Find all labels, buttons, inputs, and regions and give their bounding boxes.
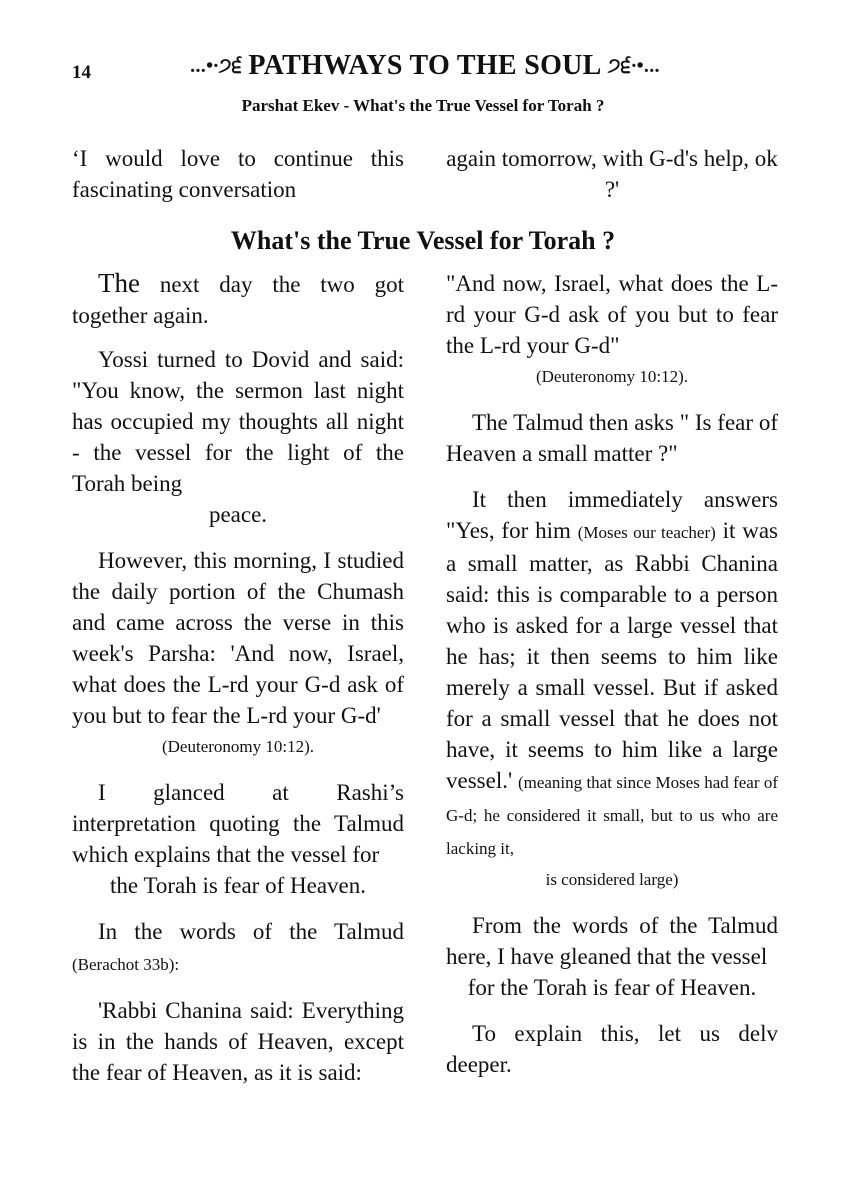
paragraph-text: next day the two got together again. [72, 272, 404, 328]
paragraph: The Talmud then asks " Is fear of Heaven a small matter ?" [446, 410, 778, 466]
intro-left-text: ‘I would love to continue this fascinating conversation [72, 146, 404, 202]
paragraph [72, 916, 404, 980]
paragraph [446, 484, 778, 864]
intro-left-column [72, 143, 404, 220]
paragraph-text: it was a small matter, as Rabbi Chanina said: this is comparable to a person who is asked for a large vessel that he has; it then seems to him like merely a small vessel. But if asked for a small vessel that he does not have, it seems to him like a large vessel.' [446, 518, 778, 793]
book-title: PATHWAYS TO THE SOUL [248, 50, 602, 81]
note: (meaning that since Moses had fear of G-d; he considered it small, but to us who are lacking it, [446, 773, 778, 858]
paragraph: 'Rabbi Chanina said: Everything is in the hands of Heaven, except the fear of Heaven, as it is said: [72, 998, 404, 1085]
reference: (Deuteronomy 10:12). [535, 367, 689, 386]
intro-right-column [446, 143, 778, 220]
paragraph-text: In the words of the Talmud [98, 919, 404, 944]
paragraph: However, this morning, I studied the daily portion of the Chumash and came across the verse in this week's Parsha: 'And now, Israel, what does the L-rd your G-d ask of you but to fear the L-rd your G-d' [72, 548, 404, 728]
main-left-column [72, 268, 404, 1103]
reference: (Deuteronomy 10:12). [161, 737, 315, 756]
page-number: 14 [72, 62, 91, 83]
dropword: The [98, 268, 140, 298]
paragraph: Yossi turned to Dovid and said: "You know, the sermon last night has occupied my thoughts all night - the vessel for the light of the Torah being [72, 347, 404, 496]
chapter-subtitle: Parshat Ekev - What's the True Vessel for Torah ? [241, 96, 605, 115]
ornament-right-icon: ੭੬∙•... [607, 54, 660, 77]
paragraph-end: peace. [208, 502, 268, 527]
paragraph: I glanced at Rashi’s interpretation quoting the Talmud which explains that the vessel for [72, 780, 404, 867]
paragraph-end: the Torah is fear of Heaven. [110, 873, 366, 898]
note: (Moses our teacher) [577, 523, 716, 542]
paragraph: "And now, Israel, what does the L-rd your G-d ask of you but to fear the L-rd your G-d" [446, 271, 778, 358]
note-end: is considered large) [545, 870, 679, 889]
ornament-left-icon: ...•∙੭੬ [190, 54, 243, 77]
paragraph-text: It then immediately answers "Yes, for him [446, 487, 778, 543]
paragraph: From the words of the Talmud here, I have gleaned that the vessel [446, 913, 778, 969]
paragraph-end: for the Torah is fear of Heaven. [467, 975, 757, 1000]
main-right-column [446, 268, 778, 1095]
reference: (Berachot 33b): [72, 955, 180, 974]
section-heading: What's the True Vessel for Torah ? [230, 226, 616, 255]
running-header [130, 50, 720, 82]
paragraph [72, 268, 404, 331]
intro-right-text: again tomorrow, with G-d's help, ok ?' [446, 146, 778, 202]
paragraph: To explain this, let us delv deeper. [446, 1021, 778, 1077]
